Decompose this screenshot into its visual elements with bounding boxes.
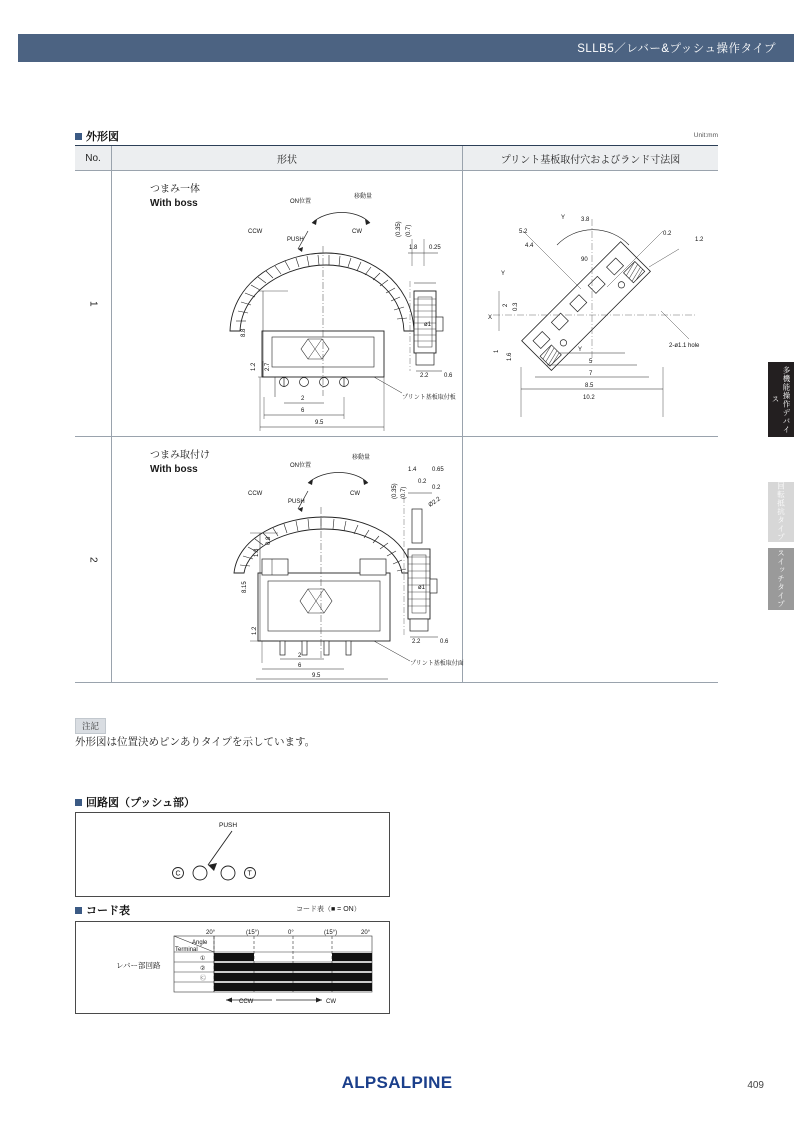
note-tag: 注記 xyxy=(75,718,106,734)
dim-6: 6 xyxy=(298,663,302,669)
code-angle-label: Angle xyxy=(192,940,208,946)
dim-22: 2.2 xyxy=(420,373,429,379)
table-row xyxy=(75,171,718,437)
row1-title-jp: つまみ一体 xyxy=(150,184,200,195)
page-header-title: SLLB5／レバー&プッシュ操作タイプ xyxy=(577,43,776,55)
label-travel: 移動量 xyxy=(354,194,373,200)
circuit-diagram-box xyxy=(75,812,390,897)
dim-22: 2.2 xyxy=(412,639,421,645)
circuit-terminal-t: T xyxy=(247,870,252,878)
row1-pcb-cell xyxy=(463,171,718,436)
pcb-dim-02: 0.2 xyxy=(663,231,672,237)
pcb-dim-12: 1.2 xyxy=(695,237,704,243)
code-terminal-label: Terminal xyxy=(175,947,198,953)
dim-025: 0.25 xyxy=(429,245,441,251)
pcb-dim-y1: Y xyxy=(501,271,506,277)
page-header-bar xyxy=(0,34,794,62)
heading-square-icon xyxy=(75,799,82,806)
pcb-dim-85: 8.5 xyxy=(585,383,594,389)
heading-square-icon xyxy=(75,133,82,140)
pcb-label-y: Y xyxy=(561,215,566,221)
outline-heading-text: 外形図 xyxy=(86,131,119,143)
side-tab-multifunction[interactable] xyxy=(768,362,794,437)
label-ccw: CCW xyxy=(248,229,263,235)
row2-shape-cell xyxy=(112,437,463,682)
label-pcb-face: プリント基板取付面 xyxy=(410,661,464,667)
row-number-cell xyxy=(75,437,112,682)
row2-title-en: With boss xyxy=(150,464,198,475)
code-angle-0: 0° xyxy=(288,930,294,936)
dim-95: 9.5 xyxy=(315,420,324,426)
label-travel: 移動量 xyxy=(352,455,371,461)
pcb-dim-2: 2 xyxy=(503,303,509,307)
side-tab-label: 回転抵抗タイプ xyxy=(776,482,786,542)
side-tab-switch[interactable] xyxy=(768,548,794,610)
pcb-dim-16: 1.6 xyxy=(507,352,513,361)
dim-035: (0.35) xyxy=(396,221,402,237)
column-header-shape: 形状 xyxy=(112,146,463,170)
label-cw: CW xyxy=(352,229,362,235)
dim-13: 1.3 xyxy=(254,548,260,557)
outline-table xyxy=(75,145,718,683)
unit-label: Unit:mm xyxy=(693,132,718,139)
pcb-label-x: X xyxy=(488,315,493,321)
pcb-dim-1: 1 xyxy=(494,349,500,353)
label-on-position: ON位置 xyxy=(290,199,312,205)
row2-pcb-cell xyxy=(463,437,718,682)
outline-table-header xyxy=(75,145,718,171)
code-angle-15l: (15°) xyxy=(246,930,260,936)
side-tab-label: スイッチタイプ xyxy=(776,549,786,609)
row2-title-jp: つまみ取付け xyxy=(150,450,210,461)
code-row-label: レバー部回路 xyxy=(116,961,161,970)
code-cw: CW xyxy=(326,999,336,1005)
footer-logo-text: ALPSALPINE xyxy=(341,1073,453,1092)
code-angle-15r: (15°) xyxy=(324,930,338,936)
dim-88: 8.8 xyxy=(241,328,247,337)
row1-shape-cell xyxy=(112,171,463,436)
dim-2: 2 xyxy=(298,653,302,659)
pcb-dim-52: 5.2 xyxy=(519,229,528,235)
pcb-dim-38: 3.8 xyxy=(581,217,590,223)
dim-07: (0.7) xyxy=(401,486,407,499)
code-angle-20r: 20° xyxy=(361,930,371,936)
pcb-hole-drawing xyxy=(463,171,720,436)
dim-6: 6 xyxy=(301,408,305,414)
pcb-dim-44: 4.4 xyxy=(525,243,534,249)
code-table-heading xyxy=(75,902,130,918)
dim-06: 0.6 xyxy=(444,373,453,379)
code-terminal-1: ① xyxy=(200,956,206,962)
side-tab-label: 多機能操作デバイス xyxy=(771,365,791,434)
code-table-legend xyxy=(296,904,361,914)
row-number-cell xyxy=(75,171,112,436)
dim-065: 0.65 xyxy=(432,467,444,473)
dim-12: 1.2 xyxy=(251,362,257,371)
circuit-diagram xyxy=(76,813,389,896)
code-table-box xyxy=(75,921,390,1014)
label-cw: CW xyxy=(350,491,360,497)
pcb-dim-5: 5 xyxy=(589,359,593,365)
code-table-legend-text: コード表（■ = ON） xyxy=(296,906,361,913)
row1-shape-drawing xyxy=(112,171,462,436)
code-angle-20l: 20° xyxy=(206,930,216,936)
code-ccw: CCW xyxy=(239,999,254,1005)
circuit-push-label: PUSH xyxy=(219,822,238,829)
dim-18: 1.8 xyxy=(409,245,418,251)
dim-035: (0.35) xyxy=(392,483,398,499)
outline-heading xyxy=(75,128,119,144)
page-number: 409 xyxy=(747,1080,764,1091)
pcb-dim-03: 0.3 xyxy=(513,302,519,311)
table-row xyxy=(75,437,718,683)
dim-12: 1.2 xyxy=(252,626,258,635)
row-number: 2 xyxy=(87,556,99,563)
dim-27: 2.7 xyxy=(265,362,271,371)
code-table-heading-text: コード表 xyxy=(86,905,130,917)
dim-14: 1.4 xyxy=(408,467,417,473)
label-ccw: CCW xyxy=(248,491,263,497)
circuit-heading xyxy=(75,794,195,810)
footer-logo xyxy=(0,1073,794,1093)
row1-title-en: With boss xyxy=(150,198,198,209)
label-on-position: ON位置 xyxy=(290,463,312,469)
code-table-graphic xyxy=(76,922,389,1013)
circuit-heading-text: 回路図（プッシュ部） xyxy=(86,797,196,809)
header-bar-notch xyxy=(0,34,18,62)
dim-phi1: ø1 xyxy=(418,585,426,591)
dim-07: (0.7) xyxy=(406,224,412,237)
dim-95: 9.5 xyxy=(312,673,321,679)
label-push: PUSH xyxy=(288,499,305,505)
note-text: 外形図は位置決めピンありタイプを示しています。 xyxy=(75,736,316,748)
column-header-no: No. xyxy=(75,146,112,170)
side-tab-rotary[interactable] xyxy=(768,482,794,542)
label-pcb-board: プリント基板取付板 xyxy=(402,395,456,401)
pcb-label-hole: 2-ø1.1 hole xyxy=(669,343,700,349)
dim-08: 0.8 xyxy=(266,536,272,545)
dim-phi1: ø1 xyxy=(424,322,432,328)
dim-02a: 0.2 xyxy=(418,479,427,485)
dim-phi22: Ø2.2 xyxy=(427,496,442,509)
dim-815: 8.15 xyxy=(242,581,248,593)
label-push: PUSH xyxy=(287,237,304,243)
pcb-label-y2: Y xyxy=(578,347,583,353)
dim-06: 0.6 xyxy=(440,639,449,645)
dim-2: 2 xyxy=(301,396,305,402)
column-header-pcb: プリント基板取付穴およびランド寸法図 xyxy=(500,154,681,166)
pcb-dim-102: 10.2 xyxy=(583,395,595,401)
code-terminal-c: Ⓒ xyxy=(200,976,207,982)
heading-square-icon xyxy=(75,907,82,914)
circuit-terminal-c: C xyxy=(175,870,181,878)
pcb-dim-7: 7 xyxy=(589,371,593,377)
code-terminal-2: ② xyxy=(200,966,206,972)
pcb-dim-90: 90 xyxy=(581,257,588,263)
row2-shape-drawing xyxy=(112,437,462,682)
row-number: 1 xyxy=(87,300,99,307)
dim-02b: 0.2 xyxy=(432,485,441,491)
